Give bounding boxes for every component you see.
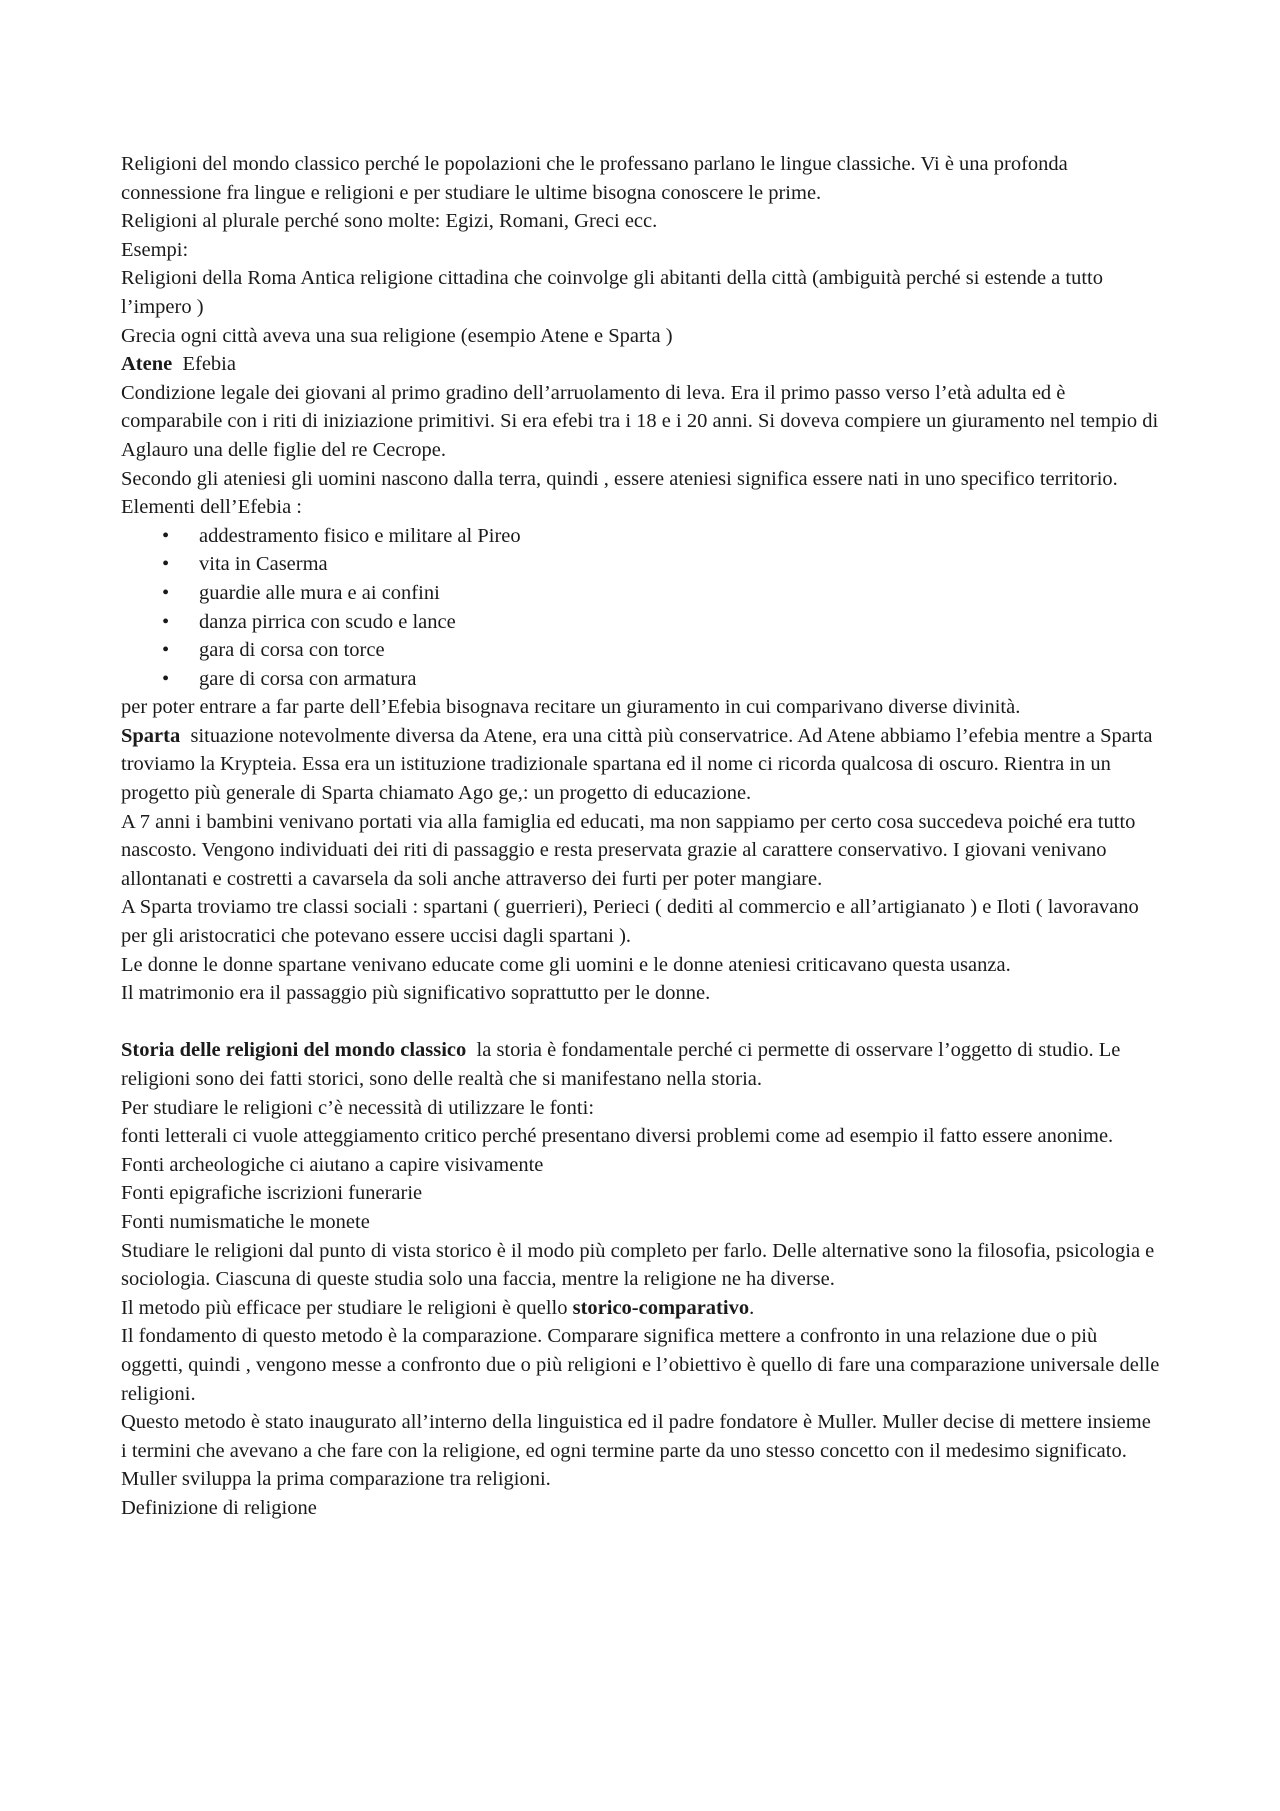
paragraph: Esempi: — [121, 238, 189, 261]
bullet-icon: • — [162, 581, 170, 604]
paragraph: fonti letterali ci vuole atteggiamento critico perché presentano diversi problemi come ad esempio il fatto essere anonime. — [121, 1125, 1114, 1148]
atene-subtitle: Efebia — [172, 353, 236, 376]
list-item-text: addestramento fisico e militare al Pireo — [199, 524, 521, 547]
paragraph: Fonti numismatiche le monete — [121, 1210, 370, 1233]
method-text: Il metodo più efficace per studiare le religioni è quello — [121, 1296, 573, 1319]
paragraph: per poter entrare a far parte dell’Efebia bisognava recitare un giuramento in cui comparivano diverse divinità. — [121, 696, 1021, 719]
sparta-text: situazione notevolmente diversa da Atene, era una città più conservatrice. Ad Atene abbiamo l’efebia mentre a Sparta troviamo la Krypteia. Essa era un istituzione tradizionale spartana ed il nome ci ricorda qualcosa di oscuro. Rientra in un progetto più generale di Sparta chiamato Ago ge,: un progetto di educazione. — [121, 724, 1158, 805]
list-item — [121, 579, 1161, 608]
paragraph: Condizione legale dei giovani al primo gradino dell’arruolamento di leva. Era il primo passo verso l’età adulta ed è comparabile con i riti di iniziazione primitivi. Si era efebi tra i 18 e i 20 anni. Si doveva compiere un giuramento nel tempio di Aglauro una delle figlie del re Cecrope. — [121, 381, 1159, 461]
list-item — [121, 665, 1161, 694]
paragraph: Religioni della Roma Antica religione cittadina che coinvolge gli abitanti della città (ambiguità perché si estende a tutto l’impero ) — [121, 267, 1103, 318]
paragraph: A 7 anni i bambini venivano portati via alla famiglia ed educati, ma non sappiamo per certo cosa succedeva poiché era tutto nascosto. Vengono individuati dei riti di passaggio e resta preservata grazie al carattere conservativo. I giovani venivano allontanati e costretti a cavarsela da soli anche attraverso dei furti per poter mangiare. — [121, 810, 1136, 890]
list-item-text: gara di corsa con torce — [199, 639, 385, 662]
list-item — [121, 608, 1161, 637]
storia-paragraph — [121, 1036, 1161, 1093]
list-item-text: gare di corsa con armatura — [199, 667, 417, 690]
paragraph: Questo metodo è stato inaugurato all’interno della linguistica ed il padre fondatore è Muller. Muller decise di mettere insieme i termini che avevano a che fare con la religione, ed ogni termine parte da uno stesso concetto con il medesimo significato. Muller sviluppa la prima comparazione tra religioni. — [121, 1411, 1151, 1491]
list-item — [121, 550, 1161, 579]
list-item-text: danza pirrica con scudo e lance — [199, 610, 456, 633]
document-page — [121, 150, 1161, 1523]
bullet-icon: • — [162, 524, 170, 547]
list-item — [121, 522, 1161, 551]
paragraph: Definizione di religione — [121, 1496, 317, 1519]
efebia-list — [121, 522, 1161, 694]
paragraph: Religioni al plurale perché sono molte: Egizi, Romani, Greci ecc. — [121, 210, 658, 233]
atene-line — [121, 350, 1161, 379]
paragraph: A Sparta troviamo tre classi sociali : spartani ( guerrieri), Perieci ( dediti al commercio e all’artigianato ) e Iloti ( lavoravano per gli aristocratici che potevano essere uccisi dagli spartani ). — [121, 896, 1139, 948]
storia-heading: Storia delle religioni del mondo classico — [121, 1039, 467, 1062]
paragraph: Fonti epigrafiche iscrizioni funerarie — [121, 1182, 423, 1205]
list-item-text: guardie alle mura e ai confini — [199, 581, 440, 604]
sparta-paragraph — [121, 722, 1161, 808]
bullet-icon: • — [162, 610, 170, 633]
bullet-icon: • — [162, 553, 170, 576]
sparta-heading: Sparta — [121, 724, 181, 747]
list-item-text: vita in Caserma — [199, 553, 328, 576]
storia-text: la storia è fondamentale perché ci permette di osservare l’oggetto di studio. Le religioni sono dei fatti storici, sono delle realtà che si manifestano nella storia. — [121, 1039, 1126, 1090]
paragraph: Religioni del mondo classico perché le popolazioni che le professano parlano le lingue classiche. Vi è una profonda connessione fra lingue e religioni e per studiare le ultime bisogna conoscere le prime. — [121, 153, 1068, 204]
paragraph: Il fondamento di questo metodo è la comparazione. Comparare significa mettere a confronto in una relazione due o più oggetti, quindi , vengono messe a confronto due o più religioni e l’obiettivo è quello di fare una comparazione universale delle religioni. — [121, 1325, 1160, 1405]
paragraph: Elementi dell’Efebia : — [121, 496, 303, 519]
paragraph: Il matrimonio era il passaggio più significativo soprattutto per le donne. — [121, 982, 711, 1005]
paragraph: Le donne le donne spartane venivano educate come gli uomini e le donne ateniesi criticavano questa usanza. — [121, 953, 1011, 976]
list-item — [121, 636, 1161, 665]
atene-heading: Atene — [121, 353, 173, 376]
paragraph: Fonti archeologiche ci aiutano a capire visivamente — [121, 1153, 544, 1176]
method-bold-term: storico-comparativo — [572, 1296, 750, 1319]
paragraph: Grecia ogni città aveva una sua religione (esempio Atene e Sparta ) — [121, 324, 673, 347]
method-end: . — [749, 1296, 755, 1319]
bullet-icon: • — [162, 639, 170, 662]
paragraph: Secondo gli ateniesi gli uomini nascono dalla terra, quindi , essere ateniesi significa essere nati in uno specifico territorio. — [121, 467, 1118, 490]
bullet-icon: • — [162, 667, 170, 690]
blank-line — [121, 1008, 1161, 1037]
paragraph: Per studiare le religioni c’è necessità di utilizzare le fonti: — [121, 1096, 595, 1119]
paragraph: Studiare le religioni dal punto di vista storico è il modo più completo per farlo. Delle alternative sono la filosofia, psicologia e sociologia. Ciascuna di queste studia solo una faccia, mentre la religione ne ha diverse. — [121, 1239, 1155, 1291]
method-paragraph — [121, 1294, 1161, 1323]
